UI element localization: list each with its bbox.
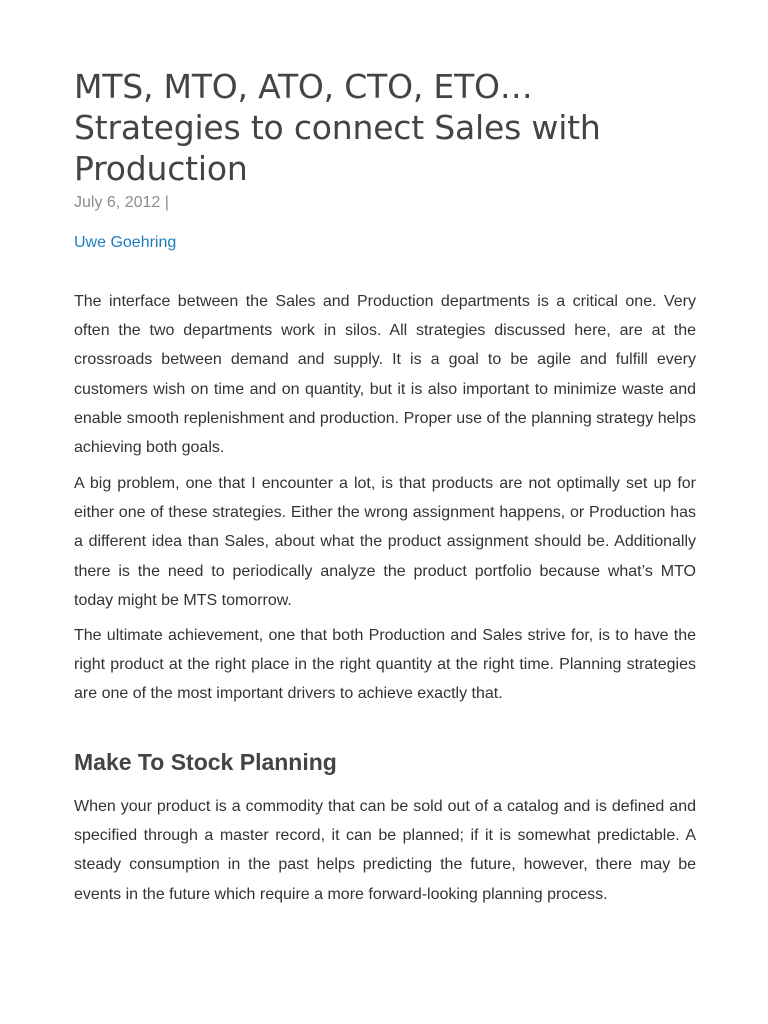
paragraph-mts: When your product is a commodity that can be sold out of a catalog and is defined and specified through a master record, it can be planned; if it is somewhat predictable. A steady consumption in the past helps predicting the future, however, there may be events in the future which require a more forward-looking planning process.	[74, 798, 696, 903]
publish-date: July 6, 2012	[74, 194, 161, 211]
author-link[interactable]: Uwe Goehring	[74, 234, 177, 251]
meta-separator: |	[160, 194, 169, 211]
section-heading: Make To Stock Planning	[74, 749, 337, 775]
paragraph-achievement: The ultimate achievement, one that both Production and Sales strive for, is to have the right product at the right place in the right quantity at the right time. Planning strategies are one of the most important drivers to achieve exactly that.	[74, 627, 696, 703]
article-title: MTS, MTO, ATO, CTO, ETO… Strategies to connect Sales with Production	[74, 67, 601, 188]
paragraph-intro: The interface between the Sales and Production departments is a critical one. Very often the two departments work in silos. All strategies discussed here, are at the crossroads between demand and supply. It is a goal to be agile and fulfill every customers wish on time and on quantity, but it is also important to minimize waste and enable smooth replenishment and production. Proper use of the planning strategy helps achieving both goals.	[74, 293, 696, 457]
article-meta	[74, 192, 169, 214]
paragraph-problem: A big problem, one that I encounter a lot, is that products are not optimally set up for either one of these strategies. Either the wrong assignment happens, or Production has a different idea than Sales, about what the product assignment should be. Additionally there is the need to periodically analyze the product portfolio because what’s MTO today might be MTS tomorrow.	[74, 475, 696, 609]
